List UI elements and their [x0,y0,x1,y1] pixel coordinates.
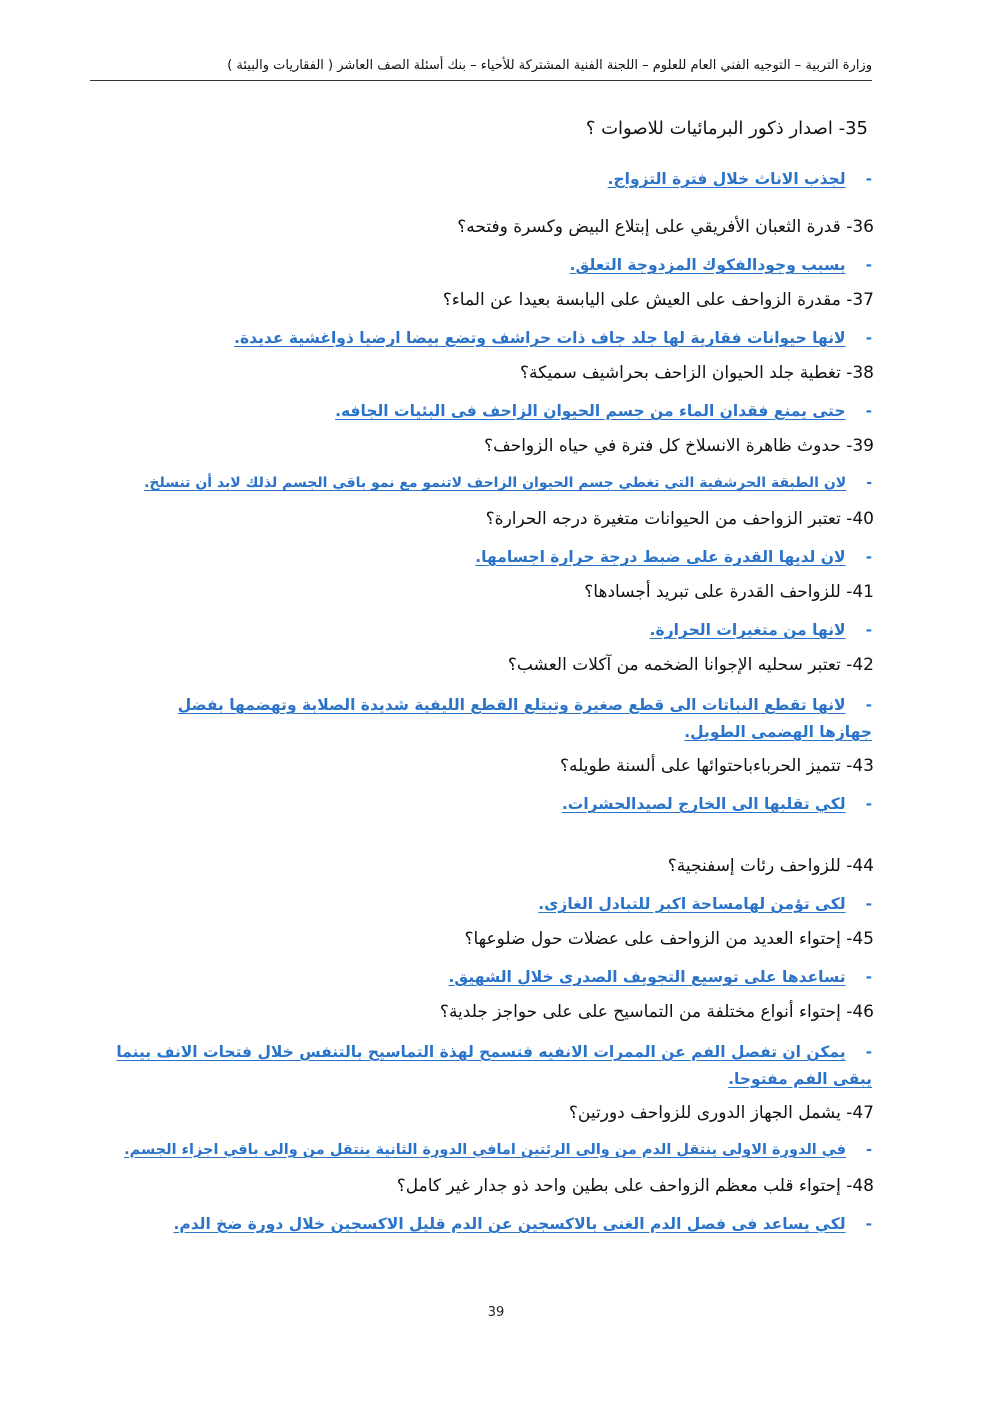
question-35: 35- اصدار ذكور البرمائيات للاصوات ؟ [585,118,868,139]
question-41: 41- للزواحف القدرة على تبريد أجسادها؟ [584,582,874,602]
question-42: 42- تعتبر سحليه الإجوانا الضخمه من آكلات العشب؟ [507,655,874,675]
answer-44: -لكى تؤمن لهامساحة اكبر للتبادل الغازى. [538,895,872,913]
header-text: وزارة التربية – التوجيه الفني العام للعلوم – اللجنة الفنية المشتركة للأحياء – بنك أسئلة الصف العاشر ( الفقاريات والبيئة ) [227,58,872,73]
answer-41: -لانها من متغيرات الحرارة. [649,621,872,639]
question-44: 44- للزواحف رئات إسفنجية؟ [667,856,874,876]
question-43: 43- تتميز الحرباءباحتوائها على ألسنة طويله؟ [559,756,874,776]
answer-39: -لان الطبقة الحرشفية التي تغطي جسم الحيوان الزاحف لاتنمو مع نمو باقي الجسم لذلك لابد أن تنسلخ. [144,475,872,491]
question-48: 48- إحتواء قلب معظم الزواحف على بطين واحد ذو جدار غير كامل؟ [396,1176,874,1196]
answer-43: -لكي تقلبها الى الخارج لصيدالحشرات. [561,795,872,813]
question-36: 36- قدرة الثعبان الأفريقي على إبتلاع البيض وكسرة وفتحه؟ [457,217,874,237]
answer-35: -لجذب الاناث خلال فترة التزواج. [607,170,872,188]
answer-47: -في الدورة الاولى ينتقل الدم من والى الرئتين امافي الدورة الثانية ينتقل من والى باقي اجزاء الجسم. [124,1142,872,1158]
answer-42: -لانها تقطع النباتات الى قطع صغيرة وتبتلع القطع الليفية شديدة الصلابة وتهضمها بفضل جهازها الهضمى الطويل. [177,696,872,741]
answer-46: -يمكن ان تفصل الفم عن الممرات الانفيه فتسمح لهذة التماسيح بالتنفس خلال فتحات الانف بينما يبقى الفم مفتوحا. [116,1043,872,1088]
answer-48: -لكي يساعد فى فصل الدم الغنى بالاكسجين عن الدم قليل الاكسجين خلال دورة ضخ الدم. [173,1215,872,1233]
answer-36: -بسبب وجودالفكوك المزدوجة التعلق. [569,256,872,274]
question-46: 46- إحتواء أنواع مختلفة من التماسيح على على حواجز جلدية؟ [439,1002,874,1022]
answer-37: -لانها حيوانات فقارية لها جلد جاف ذات حراشف وتضع بيضا ارضيا ذواغشية عديدة. [234,329,872,347]
question-37: 37- مقدرة الزواحف على العيش على اليابسة بعيدا عن الماء؟ [442,290,874,310]
answer-40: -لان لديها القدرة على ضبط درجة حرارة اجسامها. [475,548,872,566]
question-47: 47- يشمل الجهاز الدورى للزواحف دورتين؟ [568,1103,874,1123]
question-39: 39- حدوث ظاهرة الانسلاخ كل فترة في حياه الزواحف؟ [484,436,874,456]
page-number: 39 [487,1305,505,1320]
answer-38: -حتى يمنع فقدان الماء من جسم الحيوان الزاحف فى البئيات الجافه. [335,402,872,420]
question-38: 38- تغطية جلد الحيوان الزاحف بحراشيف سميكة؟ [520,363,874,383]
question-45: 45- إحتواء العديد من الزواحف على عضلات حول ضلوعها؟ [464,929,874,949]
question-40: 40- تعتبر الزواحف من الحيوانات متغيرة درجه الحرارة؟ [485,509,874,529]
answer-45: -تساعدها على توسيع التجويف الصدرى خلال الشهيق. [448,968,872,986]
